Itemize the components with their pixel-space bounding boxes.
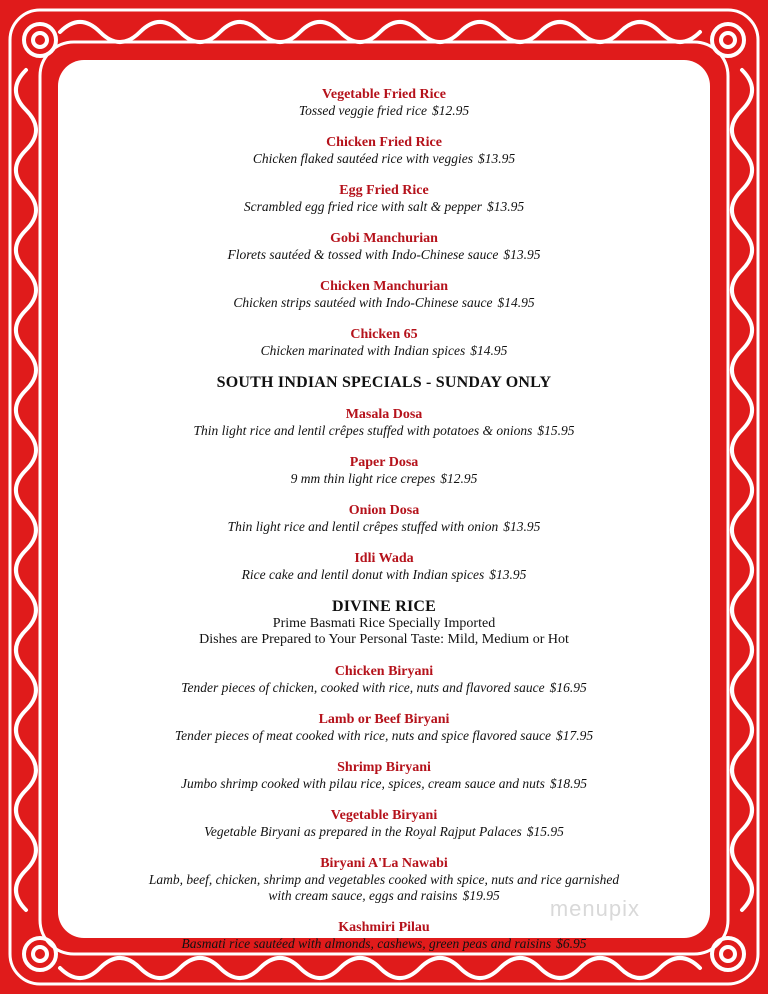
item-price: $16.95	[549, 680, 587, 695]
item-name: Gobi Manchurian	[330, 231, 438, 246]
item-name: Paper Dosa	[349, 455, 419, 470]
item-name: Shrimp Biryani	[337, 760, 431, 775]
item-name: Kashmiri Pilau	[338, 920, 430, 935]
item-name: Chicken Manchurian	[320, 279, 448, 294]
item-desc: 9 mm thin light rice crepes $12.95	[290, 471, 478, 486]
item-price: $13.95	[489, 567, 527, 582]
item-price: $15.95	[526, 824, 564, 839]
menu-content	[58, 86, 710, 967]
menu-item	[58, 182, 710, 215]
item-name: Onion Dosa	[348, 503, 420, 518]
item-price: $13.95	[486, 199, 525, 214]
item-name: Idli Wada	[354, 551, 414, 566]
item-desc: with cream sauce, eggs and raisins $19.95	[268, 888, 500, 903]
subtitle-line: Dishes are Prepared to Your Personal Taste: Mild, Medium or Hot	[199, 632, 569, 647]
menu-item	[58, 230, 710, 263]
menu-item	[58, 807, 710, 840]
item-desc: Tender pieces of meat cooked with rice, nuts and spice flavored sauce $17.95	[174, 728, 594, 743]
item-desc: Chicken flaked sautéed rice with veggies $13.95	[252, 151, 516, 166]
menu-item	[58, 454, 710, 487]
item-price: $6.95	[556, 936, 587, 951]
item-desc: Tossed veggie fried rice $12.95	[298, 103, 470, 118]
item-name: Lamb or Beef Biryani	[318, 712, 450, 727]
item-price: $13.95	[477, 151, 516, 166]
item-name: Chicken Biryani	[334, 664, 434, 679]
item-price: $13.95	[503, 247, 541, 262]
item-desc: Vegetable Biryani as prepared in the Royal Rajput Palaces $15.95	[204, 824, 564, 839]
menu-item	[58, 326, 710, 359]
menu-item	[58, 711, 710, 744]
section-title: DIVINE RICE	[332, 598, 436, 615]
item-price: $17.95	[556, 728, 594, 743]
menu-item	[58, 919, 710, 952]
item-desc: Chicken marinated with Indian spices $14.95	[260, 343, 508, 358]
menu-item	[58, 278, 710, 311]
item-desc: Tender pieces of chicken, cooked with rice, nuts and flavored sauce $16.95	[181, 680, 587, 695]
menu-item	[58, 502, 710, 535]
menu-item	[58, 663, 710, 696]
menu-item	[58, 406, 710, 439]
watermark: menupix	[549, 896, 640, 921]
item-desc: Chicken strips sautéed with Indo-Chinese sauce $14.95	[233, 295, 535, 310]
subtitle-line: Prime Basmati Rice Specially Imported	[272, 616, 496, 631]
item-desc: Rice cake and lentil donut with Indian spices $13.95	[241, 567, 527, 582]
item-desc: Thin light rice and lentil crêpes stuffed with potatoes & onions $15.95	[193, 423, 575, 438]
item-price: $14.95	[470, 343, 508, 358]
item-price: $15.95	[537, 423, 575, 438]
item-price: $12.95	[440, 471, 478, 486]
section-subtitle	[58, 616, 710, 648]
item-desc: Jumbo shrimp cooked with pilau rice, spices, cream sauce and nuts $18.95	[180, 776, 588, 791]
section-title: SOUTH INDIAN SPECIALS - SUNDAY ONLY	[216, 374, 552, 391]
item-name: Masala Dosa	[345, 407, 423, 422]
menu-item	[58, 759, 710, 792]
item-name: Biryani A'La Nawabi	[320, 856, 448, 871]
item-price: $18.95	[549, 776, 588, 791]
item-price: $14.95	[497, 295, 535, 310]
item-desc: Thin light rice and lentil crêpes stuffed with onion $13.95	[227, 519, 541, 534]
item-desc: Scrambled egg fried rice with salt & pepper $13.95	[243, 199, 525, 214]
menu-item	[58, 134, 710, 167]
menu-item	[58, 86, 710, 119]
item-name: Vegetable Fried Rice	[322, 87, 446, 102]
item-price: $13.95	[503, 519, 541, 534]
item-name: Vegetable Biryani	[330, 808, 438, 823]
item-price: $12.95	[431, 103, 470, 118]
menu-item	[58, 550, 710, 583]
section-south-indian	[58, 374, 710, 583]
item-desc: Florets sautéed & tossed with Indo-Chinese sauce $13.95	[227, 247, 541, 262]
item-desc: Lamb, beef, chicken, shrimp and vegetables cooked with spice, nuts and rice garnished	[148, 872, 620, 887]
item-price: $19.95	[462, 888, 500, 903]
item-name: Chicken Fried Rice	[326, 135, 442, 150]
item-name: Chicken 65	[350, 327, 418, 342]
section-fried-rice	[58, 86, 710, 359]
item-desc: Basmati rice sautéed with almonds, cashews, green peas and raisins $6.95	[181, 936, 587, 951]
item-name: Egg Fried Rice	[339, 183, 429, 198]
